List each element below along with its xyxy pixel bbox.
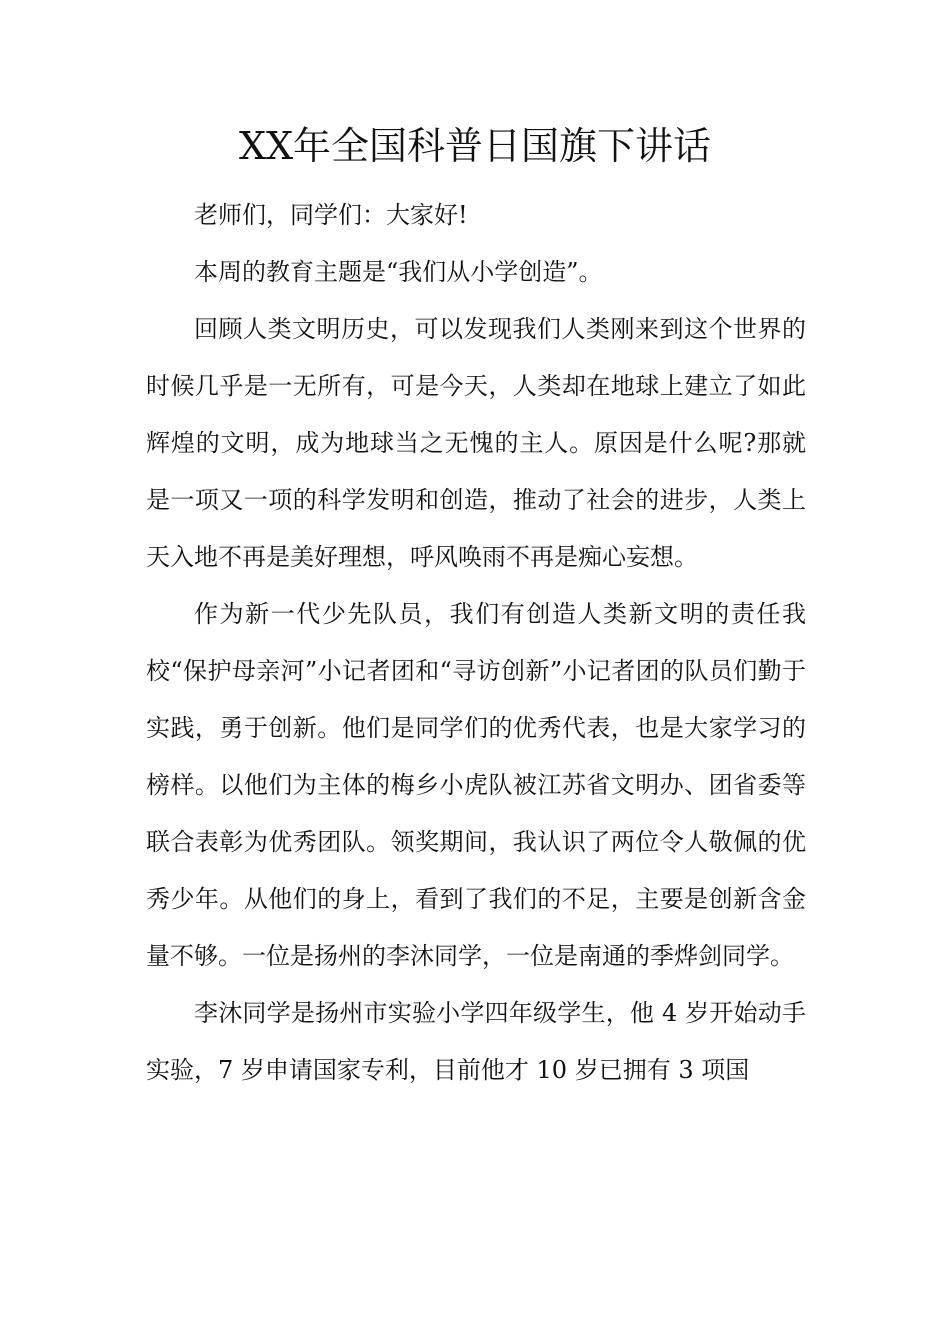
document-body (146, 187, 806, 1099)
paragraph-greeting: 老师们，同学们：大家好! (194, 201, 468, 229)
paragraph-li-mu: 李沐同学是扬州市实验小学四年级学生，他 4 岁开始动手实验，7 岁申请国家专利，目前他才 10 岁已拥有 3 项国 (146, 999, 806, 1084)
paragraph-theme: 本周的教育主题是“我们从小学创造”。 (194, 258, 603, 286)
paragraph-history: 回顾人类文明历史，可以发现我们人类刚来到这个世界的时候几乎是一无所有，可是今天，人类却在地球上建立了如此辉煌的文明，成为地球当之无愧的主人。原因是什么呢?那就是一项又一项的科学发明和创造，推动了社会的进步，人类上天入地不再是美好理想，呼风唤雨不再是痴心妄想。 (146, 315, 806, 571)
document-title: XX年全国科普日国旗下讲话 (238, 124, 712, 168)
paragraph-responsibility: 作为新一代少先队员，我们有创造人类新文明的责任我校“保护母亲河”小记者团和“寻访创新”小记者团的队员们勤于实践，勇于创新。他们是同学们的优秀代表，也是大家学习的榜样。以他们为主体的梅乡小虎队被江苏省文明办、团省委等联合表彰为优秀团队。领奖期间，我认识了两位令人敬佩的优秀少年。从他们的身上，看到了我们的不足，主要是创新含金量不够。一位是扬州的李沐同学，一位是南通的季烨剑同学。 (146, 600, 806, 970)
